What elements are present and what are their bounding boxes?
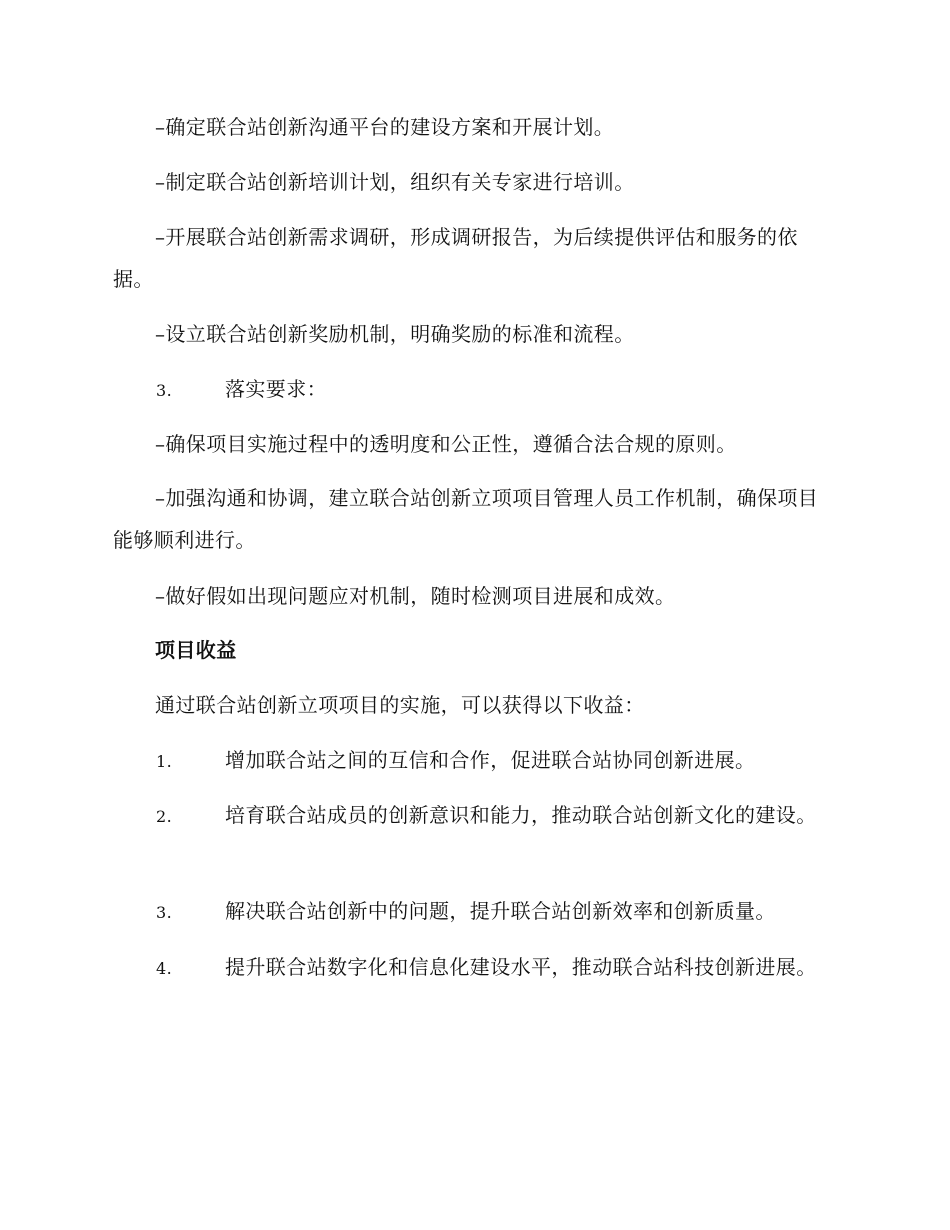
benefit-item	[113, 890, 823, 934]
task-item: –开展联合站创新需求调研，形成调研报告，为后续提供评估和服务的依据。	[113, 225, 798, 291]
list-label: 落实要求：	[225, 377, 327, 401]
list-number: 4.	[156, 959, 173, 978]
list-number: 3.	[156, 381, 173, 400]
benefit-item	[113, 946, 823, 990]
benefit-item	[113, 794, 823, 838]
section-heading: 项目收益	[155, 638, 237, 662]
list-text: 提升联合站数字化和信息化建设水平，推动联合站科技创新进展。	[225, 955, 817, 979]
list-text: 培育联合站成员的创新意识和能力，推动联合站创新文化的建设。	[225, 803, 817, 827]
task-item: –设立联合站创新奖励机制，明确奖励的标准和流程。	[155, 322, 635, 346]
requirements-heading	[113, 368, 823, 412]
requirement-item: –确保项目实施过程中的透明度和公正性，遵循合法合规的原则。	[155, 432, 737, 456]
requirement-item: –做好假如出现问题应对机制，随时检测项目进展和成效。	[155, 584, 676, 608]
task-item: –制定联合站创新培训计划，组织有关专家进行培训。	[155, 170, 635, 194]
task-item: –确定联合站创新沟通平台的建设方案和开展计划。	[155, 115, 615, 139]
list-text: 增加联合站之间的互信和合作，促进联合站协同创新进展。	[225, 748, 756, 772]
list-text: 解决联合站创新中的问题，提升联合站创新效率和创新质量。	[225, 899, 776, 923]
benefit-item	[113, 739, 823, 783]
requirement-item: –加强沟通和协调，建立联合站创新立项项目管理人员工作机制，确保项目能够顺利进行。	[113, 486, 819, 552]
intro-paragraph: 通过联合站创新立项项目的实施，可以获得以下收益：	[155, 693, 645, 717]
list-number: 2.	[156, 807, 173, 826]
list-number: 1.	[156, 752, 173, 771]
list-number: 3.	[156, 903, 173, 922]
